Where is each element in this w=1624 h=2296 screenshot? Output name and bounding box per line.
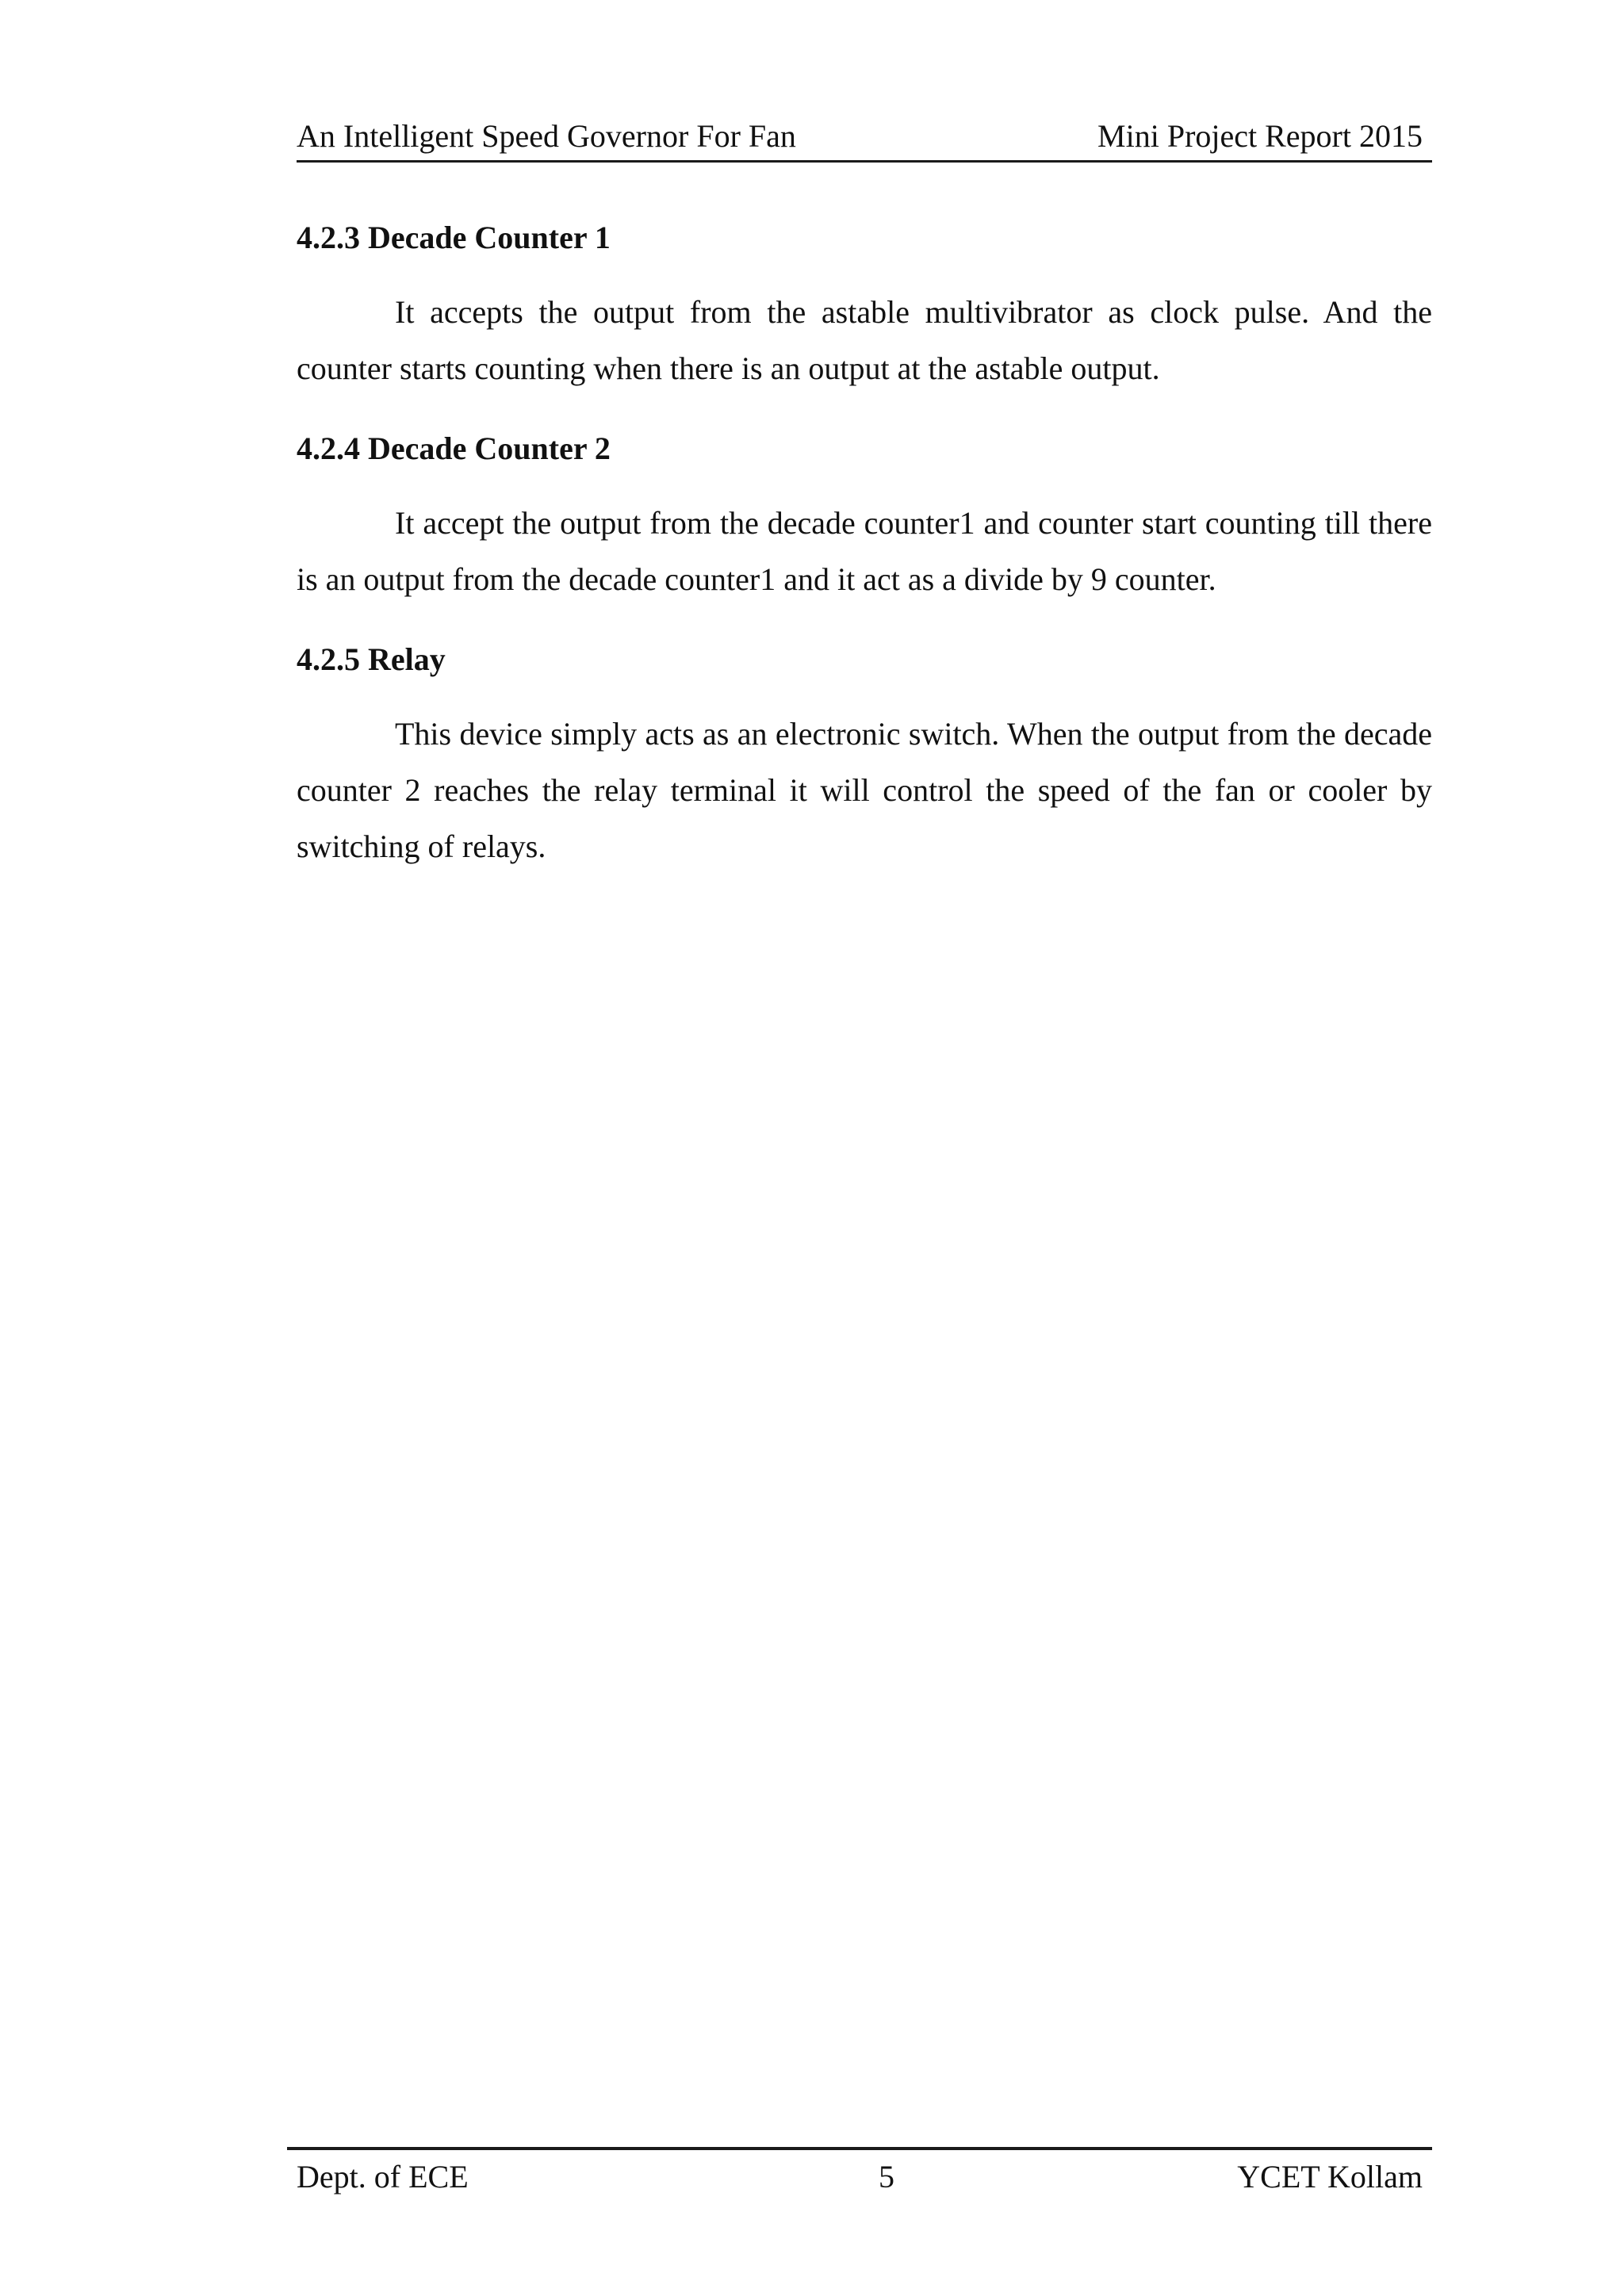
page-number: 5 — [879, 2159, 894, 2195]
header-report: Mini Project Report 2015 — [1097, 118, 1423, 154]
section-heading: 4.2.4 Decade Counter 2 — [297, 430, 611, 466]
page-footer — [287, 2147, 1432, 2198]
footer-institution: YCET Kollam — [1237, 2159, 1423, 2195]
section-paragraph: It accepts the output from the astable multivibrator as clock pulse. And the counter starts counting when there is an output at the astable output. — [297, 294, 1432, 386]
section-decade-counter-2 — [297, 425, 1432, 607]
section-paragraph: It accept the output from the decade counter1 and counter start counting till there is an output from the decade counter1 and it act as a divide by 9 counter. — [297, 505, 1432, 597]
header-title: An Intelligent Speed Governor For Fan — [297, 118, 796, 154]
footer-dept: Dept. of ECE — [297, 2159, 469, 2195]
section-heading: 4.2.3 Decade Counter 1 — [297, 220, 611, 255]
page-header — [297, 116, 1432, 163]
main-content — [297, 214, 1432, 903]
section-decade-counter-1 — [297, 214, 1432, 396]
section-heading: 4.2.5 Relay — [297, 641, 446, 677]
section-paragraph: This device simply acts as an electronic switch. When the output from the decade counter 2 reaches the relay terminal it will control the speed of the fan or cooler by switching of relays. — [297, 716, 1432, 864]
section-relay — [297, 636, 1432, 874]
